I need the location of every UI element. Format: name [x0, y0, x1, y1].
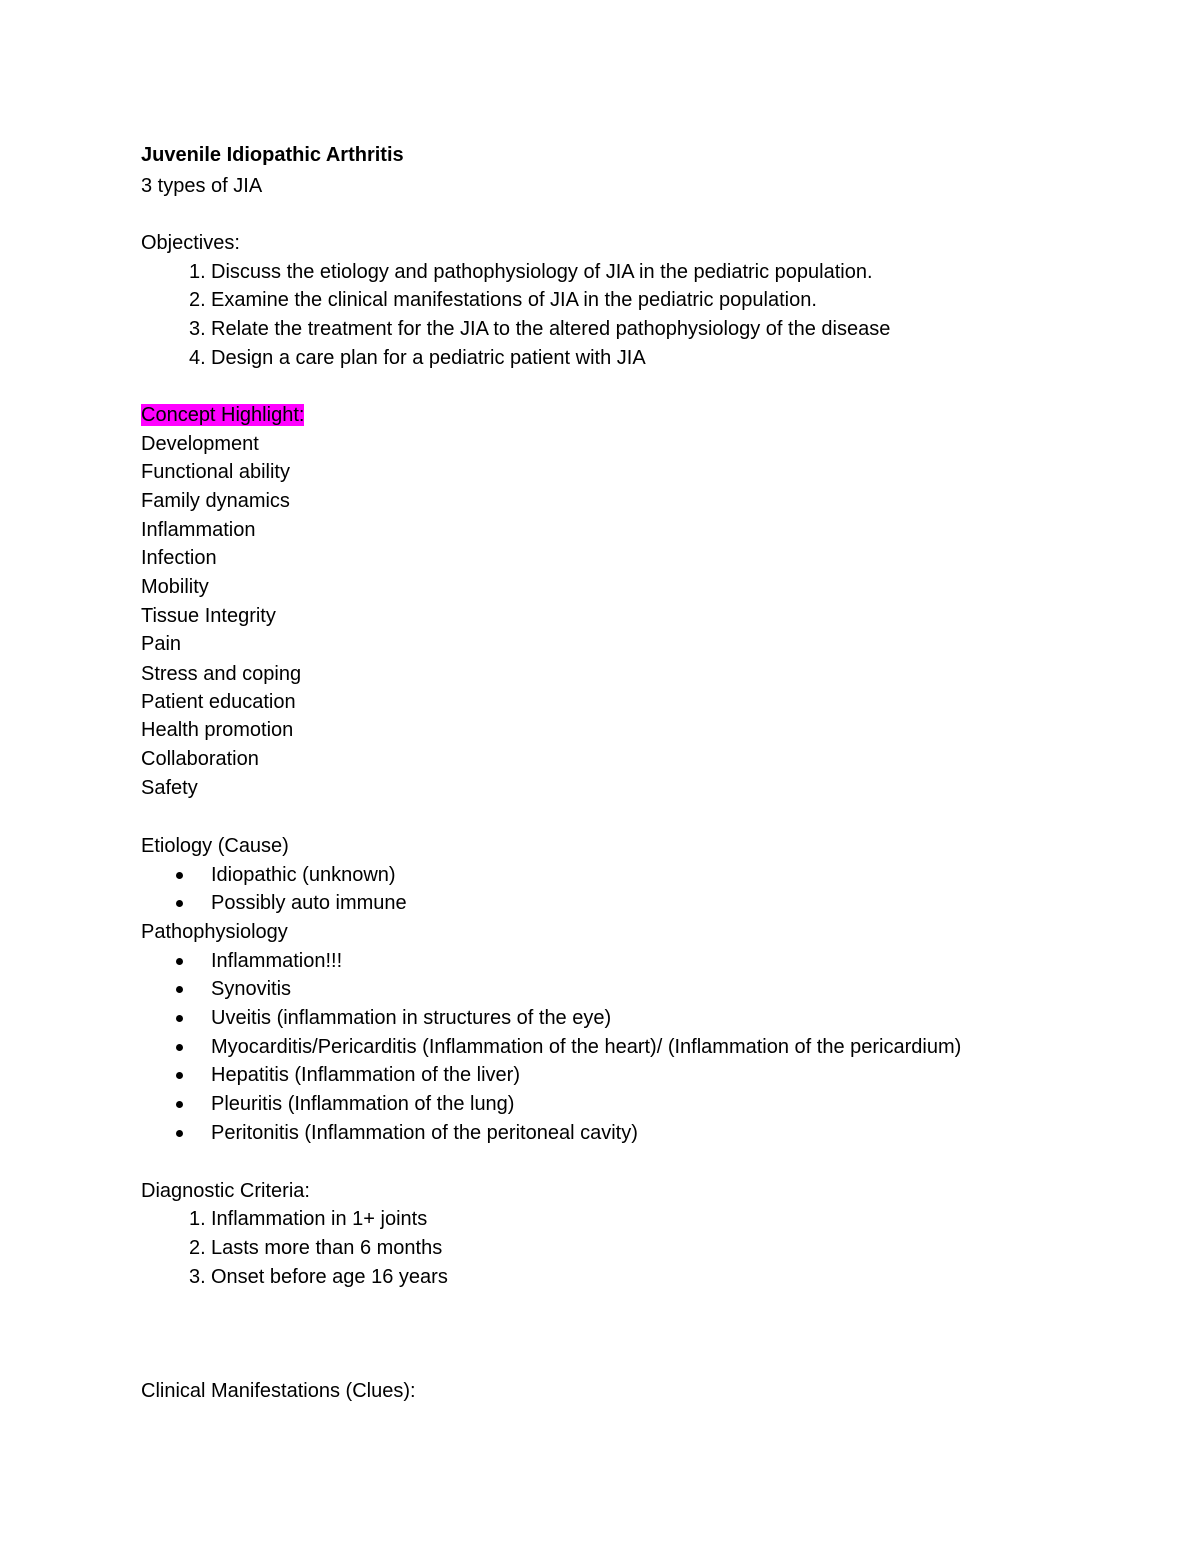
concept-item: Collaboration [141, 748, 259, 770]
patho-item [141, 975, 291, 1003]
objectives-heading: Objectives: [141, 232, 240, 254]
clinical-heading: Clinical Manifestations (Clues): [141, 1380, 416, 1402]
diagnostic-text: Lasts more than 6 months [211, 1237, 443, 1259]
etiology-text: Idiopathic (unknown) [211, 864, 396, 886]
concept-item: Mobility [141, 576, 209, 598]
list-number: 1. [189, 1208, 206, 1230]
document-subtitle: 3 types of JIA [141, 175, 263, 197]
objective-text: Examine the clinical manifestations of JIA in the pediatric population. [211, 289, 817, 311]
document-title: Juvenile Idiopathic Arthritis [141, 144, 404, 166]
bullet-icon [141, 1090, 211, 1118]
bullet-icon [141, 1061, 211, 1089]
objective-item [141, 315, 890, 343]
patho-item [141, 1004, 611, 1032]
concept-item: Tissue Integrity [141, 605, 276, 627]
etiology-heading: Etiology (Cause) [141, 835, 289, 857]
objective-item [141, 286, 817, 314]
bullet-icon [141, 1004, 211, 1032]
list-number: 4. [189, 347, 206, 369]
patho-text: Pleuritis (Inflammation of the lung) [211, 1093, 515, 1115]
concept-item: Family dynamics [141, 490, 290, 512]
concept-item: Safety [141, 777, 198, 799]
diagnostic-item [141, 1263, 448, 1291]
diagnostic-text: Inflammation in 1+ joints [211, 1208, 428, 1230]
concept-item: Development [141, 433, 259, 455]
concept-item: Patient education [141, 691, 296, 713]
list-number: 2. [189, 289, 206, 311]
objective-item [141, 344, 646, 372]
patho-text: Synovitis [211, 978, 292, 1000]
patho-item [141, 1119, 638, 1147]
list-number: 3. [189, 1266, 206, 1288]
bullet-icon [141, 1119, 211, 1147]
concept-item: Health promotion [141, 719, 294, 741]
list-number: 1. [189, 261, 206, 283]
concept-item: Inflammation [141, 519, 256, 541]
patho-text: Uveitis (inflammation in structures of the eye) [211, 1007, 612, 1029]
concept-item: Functional ability [141, 461, 290, 483]
concept-item: Pain [141, 633, 182, 655]
etiology-item [141, 861, 396, 889]
objective-text: Relate the treatment for the JIA to the altered pathophysiology of the disease [211, 318, 891, 340]
bullet-icon [141, 947, 211, 975]
diagnostic-text: Onset before age 16 years [211, 1266, 448, 1288]
concept-item: Infection [141, 547, 217, 569]
patho-item [141, 1033, 961, 1061]
objective-text: Design a care plan for a pediatric patient with JIA [211, 347, 646, 369]
concept-item: Stress and coping [141, 663, 302, 685]
patho-item [141, 1090, 514, 1118]
patho-text: Peritonitis (Inflammation of the peritoneal cavity) [211, 1122, 638, 1144]
concept-heading-line [141, 401, 304, 429]
pathophysiology-heading: Pathophysiology [141, 921, 288, 943]
objective-item [141, 258, 873, 286]
list-number: 2. [189, 1237, 206, 1259]
patho-text: Hepatitis (Inflammation of the liver) [211, 1064, 521, 1086]
bullet-icon [141, 861, 211, 889]
patho-item [141, 947, 342, 975]
diagnostic-item [141, 1205, 427, 1233]
diagnostic-heading: Diagnostic Criteria: [141, 1180, 310, 1202]
etiology-text: Possibly auto immune [211, 892, 407, 914]
concept-heading: Concept Highlight: [141, 404, 305, 426]
bullet-icon [141, 889, 211, 917]
bullet-icon [141, 1033, 211, 1061]
diagnostic-item [141, 1234, 442, 1262]
etiology-item [141, 889, 407, 917]
patho-text: Inflammation!!! [211, 950, 343, 972]
list-number: 3. [189, 318, 206, 340]
bullet-icon [141, 975, 211, 1003]
objective-text: Discuss the etiology and pathophysiology of JIA in the pediatric population. [211, 261, 873, 283]
patho-item [141, 1061, 520, 1089]
patho-text: Myocarditis/Pericarditis (Inflammation of the heart)/ (Inflammation of the pericardium) [211, 1036, 962, 1058]
